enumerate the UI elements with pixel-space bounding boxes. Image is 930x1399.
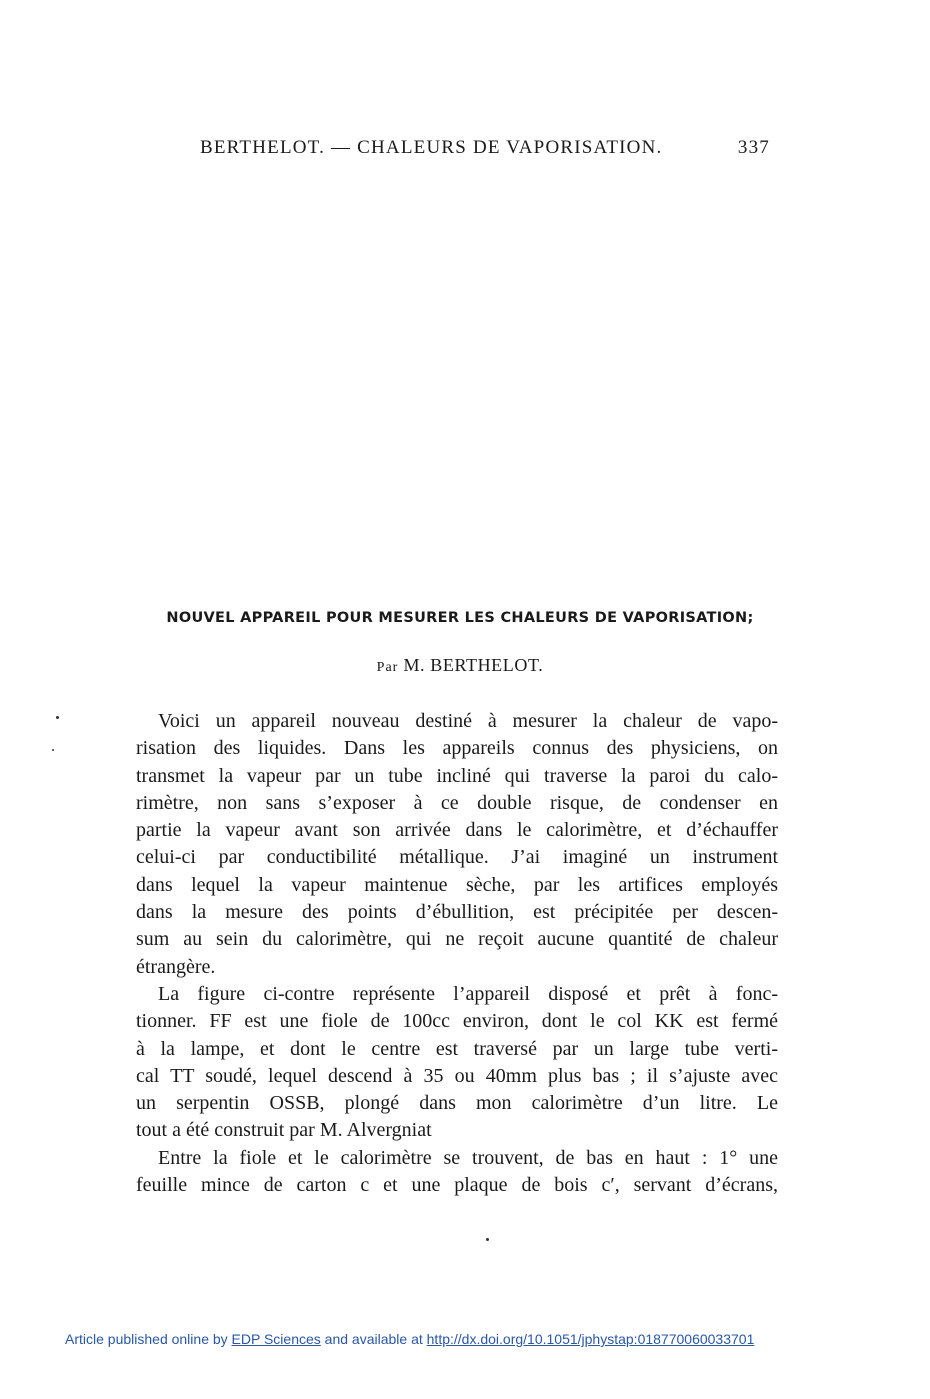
text-line: celui-ci par conductibilité métallique. J’ai imaginé un instrument [136, 846, 778, 869]
text-line: un serpentin OSSB, plongé dans mon calorimètre d’un litre. Le [136, 1092, 778, 1115]
body-text [136, 708, 778, 1199]
doi-link[interactable]: http://dx.doi.org/10.1051/jphystap:018770060033701 [426, 1331, 755, 1347]
text-line: La figure ci-contre représente l’appareil disposé et prêt à fonc- [158, 982, 778, 1005]
text-line: tionner. FF est une fiole de 100cc environ, dont le col KK est fermé [136, 1010, 778, 1033]
text-line: sum au sein du calorimètre, qui ne reçoit aucune quantité de chaleur [136, 928, 778, 951]
text-line: partie la vapeur avant son arrivée dans le calorimètre, et d’échauffer [136, 819, 778, 842]
footer [65, 1331, 865, 1347]
text-line: Entre la fiole et le calorimètre se trouvent, de bas en haut : 1° une [158, 1146, 778, 1169]
margin-mark [486, 1238, 489, 1241]
text-line: transmet la vapeur par un tube incliné qui traverse la paroi du calo- [136, 764, 778, 787]
margin-mark [52, 749, 54, 751]
text-line: étrangère. [136, 955, 216, 978]
author-name: M. BERTHELOT. [403, 655, 544, 675]
text-line: rimètre, non sans s’exposer à ce double risque, de condenser en [136, 791, 778, 814]
author-line [140, 655, 780, 676]
article-title: NOUVEL APPAREIL POUR MESURER LES CHALEURS DE VAPORISATION; [166, 610, 754, 626]
text-line: risation des liquides. Dans les appareils connus des physiciens, on [136, 737, 778, 760]
running-head-title: BERTHELOT. — CHALEURS DE VAPORISATION. [200, 137, 663, 158]
text-line: tout a été construit par M. Alvergniat [136, 1119, 432, 1142]
publisher-link[interactable]: EDP Sciences [231, 1331, 321, 1347]
text-line: à la lampe, et dont le centre est traversé par un large tube verti- [136, 1037, 778, 1060]
running-head [200, 137, 770, 163]
margin-mark [56, 716, 59, 719]
author-prefix: Par [376, 660, 399, 675]
text-line: feuille mince de carton c et une plaque de bois c′, servant d’écrans, [136, 1174, 778, 1197]
text-line: cal TT soudé, lequel descend à 35 ou 40mm plus bas ; il s’ajuste avec [136, 1064, 778, 1087]
page-number: 337 [737, 137, 770, 158]
text-line: Voici un appareil nouveau destiné à mesurer la chaleur de vapo- [158, 710, 778, 732]
text-line: dans la mesure des points d’ébullition, est précipitée per descen- [136, 901, 778, 924]
text-line: dans lequel la vapeur maintenue sèche, par les artifices employés [136, 873, 778, 896]
footer-prefix: Article published online by [65, 1331, 228, 1347]
footer-middle: and available at [324, 1331, 423, 1347]
